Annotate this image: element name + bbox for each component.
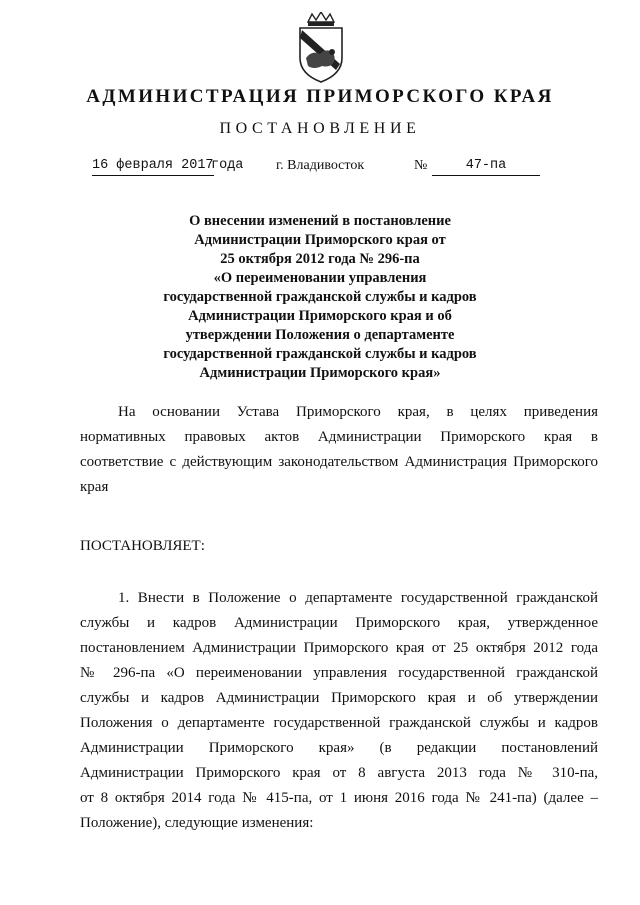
body-line: 1. Внести в Положение о департаменте государственной гражданской — [118, 590, 598, 606]
heading-line: 25 октября 2012 года № 296-па — [220, 251, 420, 267]
org-title: АДМИНИСТРАЦИЯ ПРИМОРСКОГО КРАЯ — [86, 86, 554, 107]
body-line: службы и кадров Администрации Приморского края, утвержденное — [80, 615, 598, 631]
body-line: Администрации Приморского края» (в редакции постановлений — [80, 740, 598, 756]
document-type: ПОСТАНОВЛЕНИЕ — [219, 120, 421, 137]
body-line: от 8 октября 2014 года № 415-па, от 1 июня 2016 года № 241-па) (далее – — [80, 790, 598, 806]
heading-line: Администрации Приморского края от — [194, 232, 446, 248]
heading-line: Администрации Приморского края и об — [188, 308, 452, 324]
body-line: постановлением Администрации Приморского края от 25 октября 2012 года — [80, 640, 598, 656]
heading-line: утверждении Положения о департаменте — [185, 327, 455, 343]
heading-line: О внесении изменений в постановление — [189, 213, 451, 229]
body-line: Положение), следующие изменения: — [80, 815, 314, 831]
body-line: службы и кадров Администрации Приморского края и об утверждении — [80, 690, 598, 706]
item-1-paragraph — [80, 586, 598, 836]
document-heading — [120, 212, 520, 383]
heading-line: государственной гражданской службы и кадров — [163, 346, 477, 362]
document-number: 47-па — [432, 157, 540, 176]
body-line: края — [80, 479, 109, 495]
heading-line: «О переименовании управления — [213, 270, 427, 286]
document-date-suffix: года — [211, 158, 244, 173]
body-line: Администрации Приморского края от 8 августа 2013 года № 310-па, — [80, 765, 598, 781]
body-line: На основании Устава Приморского края, в целях приведения — [118, 404, 598, 420]
number-sign: № — [414, 158, 428, 173]
body-line: Положения о департаменте государственной гражданской службы и кадров — [80, 715, 598, 731]
coat-of-arms-icon — [290, 12, 352, 84]
document-meta — [0, 157, 640, 179]
body-line: № 296-па «О переименовании управления государственной гражданской — [80, 665, 598, 681]
body-line: нормативных правовых актов Администрации Приморского края в — [80, 429, 598, 445]
heading-line: государственной гражданской службы и кадров — [163, 289, 477, 305]
body-line: соответствие с действующим законодательством Администрация Приморского — [80, 454, 598, 470]
preamble-paragraph — [80, 400, 598, 500]
heading-line: Администрации Приморского края» — [199, 365, 441, 381]
resolves-heading: ПОСТАНОВЛЯЕТ: — [80, 538, 205, 554]
document-date: 16 февраля 2017 — [92, 157, 214, 176]
document-city: г. Владивосток — [276, 158, 365, 173]
